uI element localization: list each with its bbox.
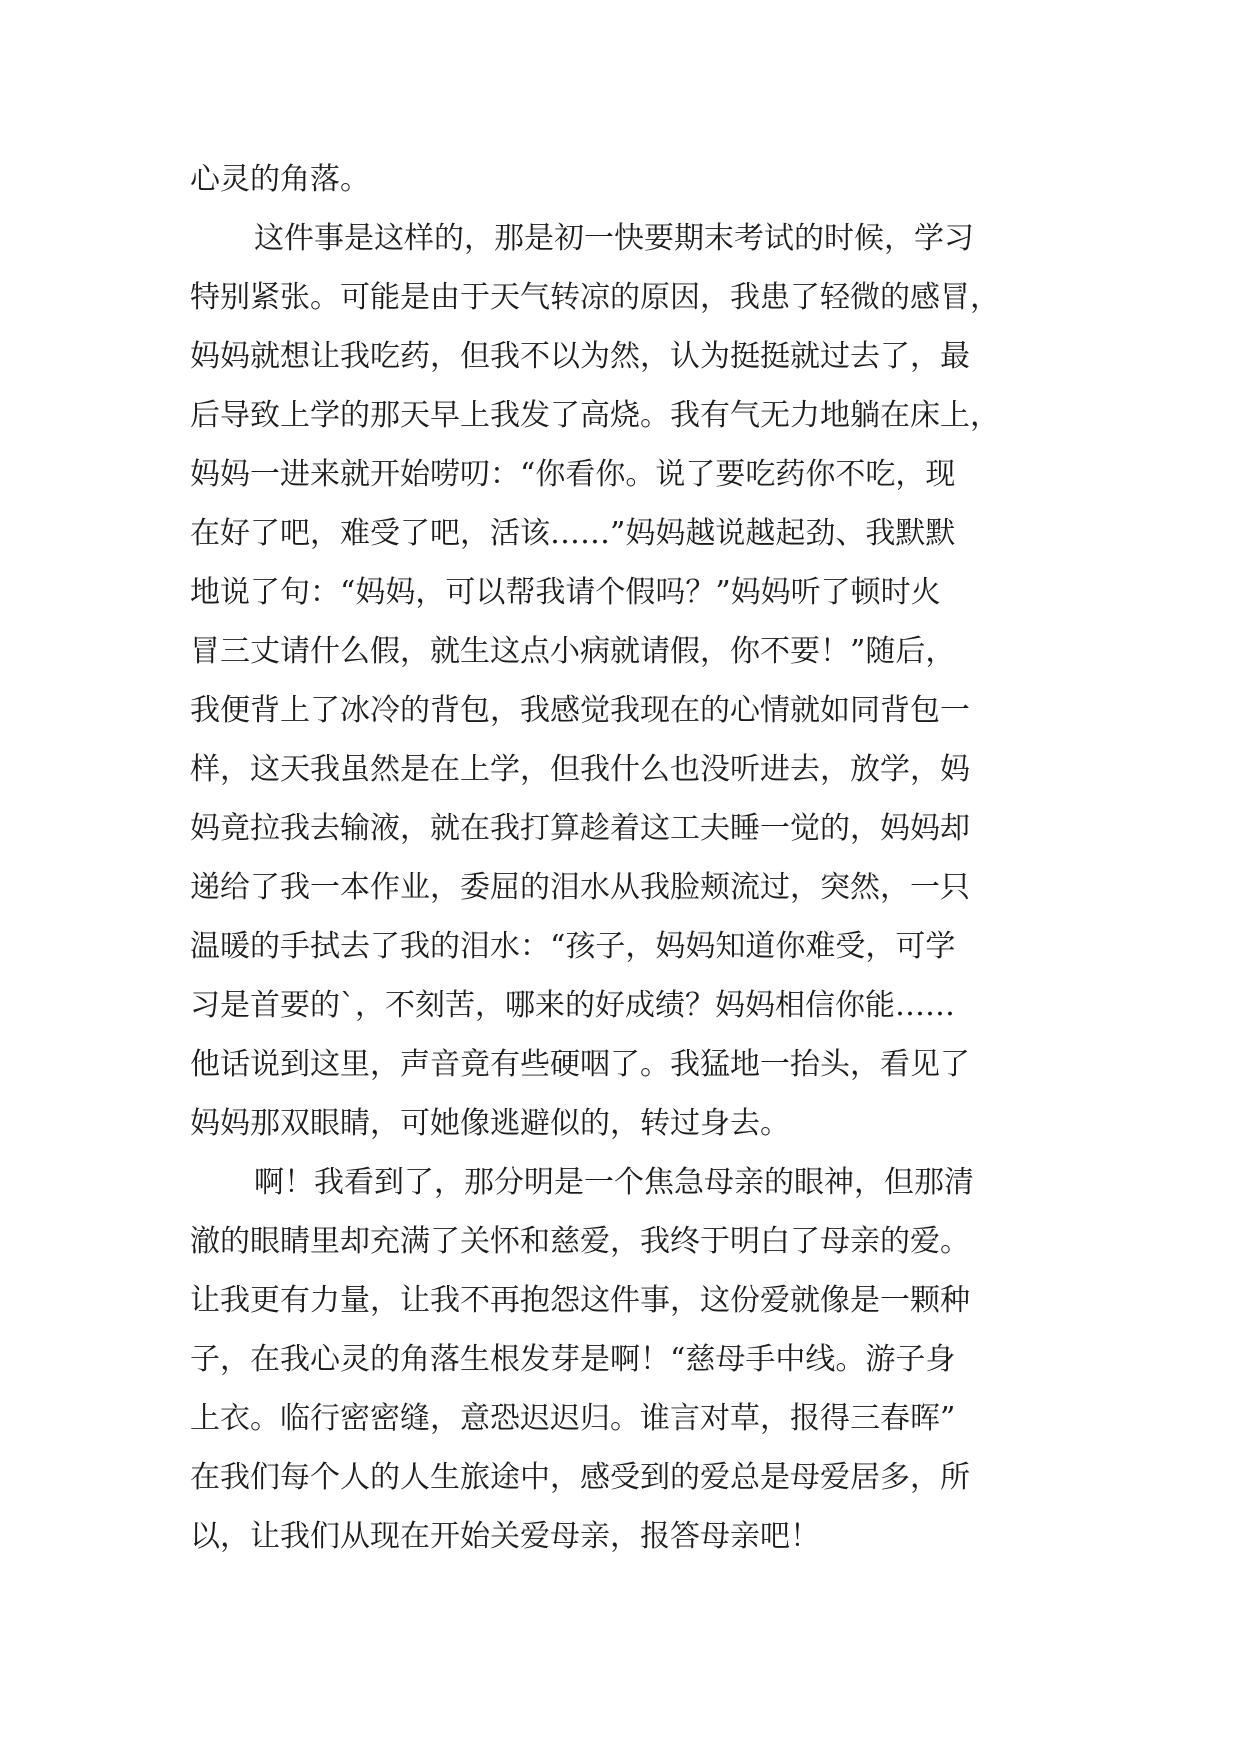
text-line: 子，在我心灵的角落生根发芽是啊！“慈母手中线。游子身 [190, 1342, 956, 1377]
paragraph-first-line: 这件事是这样的，那是初一快要期末考试的时候，学习 [254, 221, 974, 256]
text-line: 样，这天我虽然是在上学，但我什么也没听进去，放学，妈 [190, 752, 970, 787]
paragraph-first-line: 啊！我看到了，那分明是一个焦急母亲的眼神，但那清 [254, 1165, 974, 1200]
text-line: 妈妈那双眼睛，可她像逃避似的，转过身去。 [190, 1106, 790, 1141]
text-line: 以，让我们从现在开始关爱母亲，报答母亲吧！ [190, 1519, 820, 1554]
text-line: 妈妈一进来就开始唠叨：“你看你。说了要吃药你不吃，现 [190, 457, 956, 492]
text-line: 冒三丈请什么假，就生这点小病就请假，你不要！”随后， [190, 634, 956, 669]
text-line: 在好了吧，难受了吧，活该……”妈妈越说越起劲、我默默 [190, 516, 956, 551]
text-line: 妈妈就想让我吃药，但我不以为然，认为挺挺就过去了，最 [190, 339, 970, 374]
text-line: 习是首要的`，不刻苦，哪来的好成绩？妈妈相信你能…… [190, 988, 955, 1023]
text-line: 后导致上学的那天早上我发了高烧。我有气无力地躺在床上， [190, 398, 1000, 433]
text-line: 心灵的角落。 [190, 162, 370, 197]
text-line: 妈竟拉我去输液，就在我打算趁着这工夫睡一觉的，妈妈却 [190, 811, 970, 846]
text-line: 他话说到这里，声音竟有些硬咽了。我猛地一抬头，看见了 [190, 1047, 970, 1082]
text-line: 上衣。临行密密缝，意恐迟迟归。谁言对草，报得三春晖” [190, 1401, 956, 1436]
text-line: 在我们每个人的人生旅途中，感受到的爱总是母爱居多，所 [190, 1460, 970, 1495]
text-line: 温暖的手拭去了我的泪水：“孩子，妈妈知道你难受，可学 [190, 929, 956, 964]
essay-body [190, 150, 1050, 1566]
text-line: 让我更有力量，让我不再抱怨这件事，这份爱就像是一颗种 [190, 1283, 970, 1318]
text-line: 特别紧张。可能是由于天气转凉的原因，我患了轻微的感冒， [190, 280, 1000, 315]
text-line: 澈的眼睛里却充满了关怀和慈爱，我终于明白了母亲的爱。 [190, 1224, 970, 1259]
text-line: 递给了我一本作业，委屈的泪水从我脸颊流过，突然，一只 [190, 870, 970, 905]
text-line: 地说了句：“妈妈，可以帮我请个假吗？”妈妈听了顿时火 [190, 575, 941, 610]
text-line: 我便背上了冰冷的背包，我感觉我现在的心情就如同背包一 [190, 693, 970, 728]
